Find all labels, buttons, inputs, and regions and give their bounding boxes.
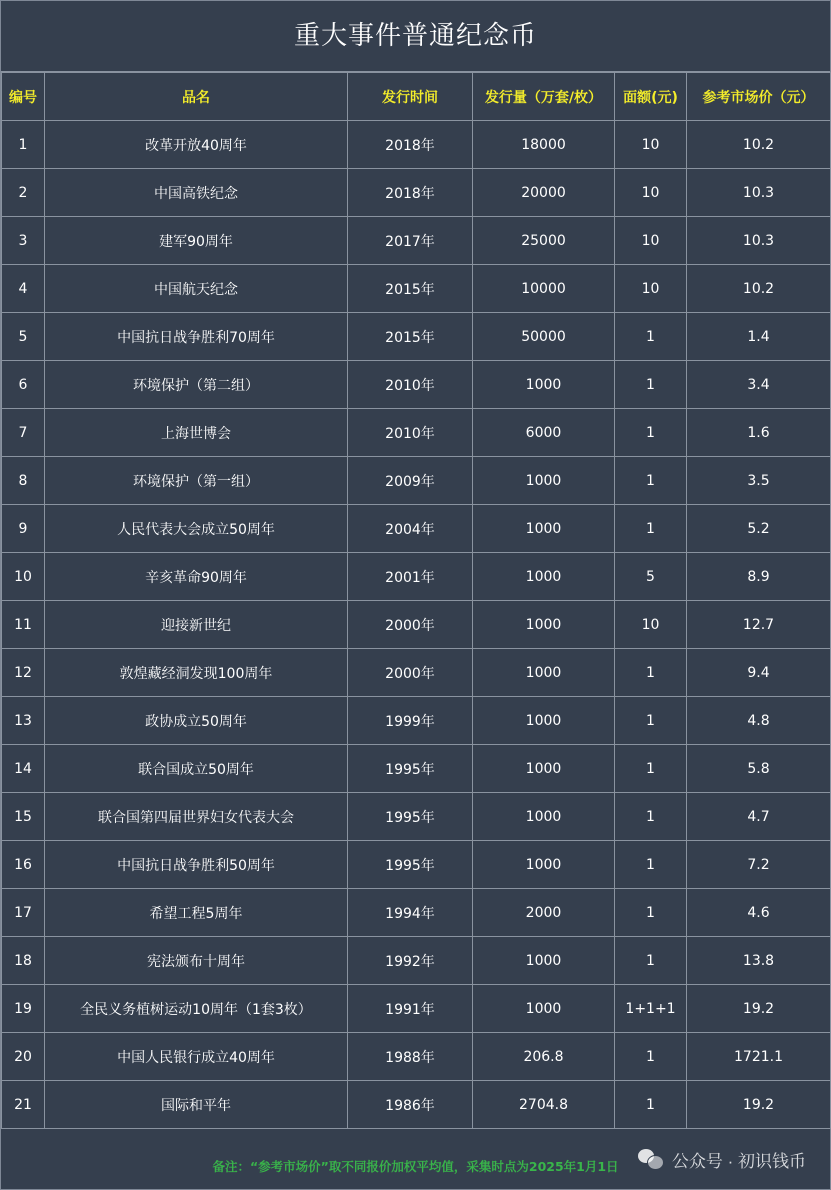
cell-market-price: 4.8	[687, 697, 831, 745]
cell-name: 迎接新世纪	[45, 601, 348, 649]
table-row	[2, 409, 831, 457]
cell-market-price: 3.4	[687, 361, 831, 409]
cell-id: 20	[2, 1033, 45, 1081]
cell-mintage: 1000	[473, 697, 615, 745]
cell-id: 6	[2, 361, 45, 409]
cell-mintage: 1000	[473, 505, 615, 553]
cell-market-price: 12.7	[687, 601, 831, 649]
cell-id: 13	[2, 697, 45, 745]
cell-issue-date: 2000年	[348, 649, 473, 697]
col-header-issue-date: 发行时间	[348, 73, 473, 121]
cell-market-price: 3.5	[687, 457, 831, 505]
table-row	[2, 505, 831, 553]
table-row	[2, 217, 831, 265]
cell-market-price: 4.6	[687, 889, 831, 937]
watermark-text: 公众号 · 初识钱币	[671, 1151, 806, 1171]
cell-market-price: 10.2	[687, 265, 831, 313]
table-row	[2, 841, 831, 889]
cell-id: 7	[2, 409, 45, 457]
cell-mintage: 50000	[473, 313, 615, 361]
cell-id: 18	[2, 937, 45, 985]
cell-denomination: 1	[615, 793, 687, 841]
cell-market-price: 5.2	[687, 505, 831, 553]
cell-id: 14	[2, 745, 45, 793]
cell-id: 12	[2, 649, 45, 697]
cell-mintage: 25000	[473, 217, 615, 265]
cell-issue-date: 2015年	[348, 265, 473, 313]
table-row	[2, 601, 831, 649]
col-header-market-price: 参考市场价（元）	[687, 73, 831, 121]
cell-market-price: 1.6	[687, 409, 831, 457]
table-row	[2, 457, 831, 505]
cell-name: 宪法颁布十周年	[45, 937, 348, 985]
table-row	[2, 649, 831, 697]
cell-id: 3	[2, 217, 45, 265]
cell-mintage: 1000	[473, 841, 615, 889]
cell-market-price: 19.2	[687, 1081, 831, 1129]
cell-name: 敦煌藏经洞发现100周年	[45, 649, 348, 697]
cell-id: 10	[2, 553, 45, 601]
header-row	[2, 73, 831, 121]
cell-issue-date: 2018年	[348, 121, 473, 169]
cell-mintage: 1000	[473, 457, 615, 505]
wechat-icon	[638, 1148, 664, 1170]
cell-market-price: 9.4	[687, 649, 831, 697]
cell-mintage: 1000	[473, 649, 615, 697]
cell-denomination: 10	[615, 265, 687, 313]
cell-id: 11	[2, 601, 45, 649]
table-row	[2, 985, 831, 1033]
cell-mintage: 1000	[473, 601, 615, 649]
cell-issue-date: 1992年	[348, 937, 473, 985]
cell-id: 19	[2, 985, 45, 1033]
cell-market-price: 10.3	[687, 169, 831, 217]
cell-issue-date: 2004年	[348, 505, 473, 553]
cell-name: 中国人民银行成立40周年	[45, 1033, 348, 1081]
cell-name: 联合国第四届世界妇女代表大会	[45, 793, 348, 841]
cell-market-price: 10.3	[687, 217, 831, 265]
cell-mintage: 1000	[473, 553, 615, 601]
cell-denomination: 1	[615, 457, 687, 505]
cell-name: 环境保护（第一组）	[45, 457, 348, 505]
cell-id: 5	[2, 313, 45, 361]
table-row	[2, 793, 831, 841]
cell-name: 政协成立50周年	[45, 697, 348, 745]
cell-name: 中国抗日战争胜利70周年	[45, 313, 348, 361]
cell-denomination: 1	[615, 745, 687, 793]
cell-id: 1	[2, 121, 45, 169]
cell-denomination: 1	[615, 649, 687, 697]
cell-issue-date: 1988年	[348, 1033, 473, 1081]
cell-name: 中国航天纪念	[45, 265, 348, 313]
cell-issue-date: 2018年	[348, 169, 473, 217]
cell-name: 辛亥革命90周年	[45, 553, 348, 601]
cell-name: 人民代表大会成立50周年	[45, 505, 348, 553]
col-header-mintage: 发行量（万套/枚）	[473, 73, 615, 121]
cell-id: 4	[2, 265, 45, 313]
cell-denomination: 10	[615, 121, 687, 169]
cell-name: 中国抗日战争胜利50周年	[45, 841, 348, 889]
cell-market-price: 1.4	[687, 313, 831, 361]
col-header-denomination: 面额(元)	[615, 73, 687, 121]
cell-mintage: 6000	[473, 409, 615, 457]
cell-mintage: 2000	[473, 889, 615, 937]
cell-issue-date: 2010年	[348, 361, 473, 409]
cell-issue-date: 2010年	[348, 409, 473, 457]
cell-issue-date: 1991年	[348, 985, 473, 1033]
cell-name: 上海世博会	[45, 409, 348, 457]
cell-denomination: 1	[615, 313, 687, 361]
table-body	[2, 121, 831, 1129]
coin-table	[1, 72, 831, 1129]
table-row	[2, 169, 831, 217]
cell-denomination: 10	[615, 601, 687, 649]
cell-name: 建军90周年	[45, 217, 348, 265]
table-row	[2, 553, 831, 601]
cell-mintage: 10000	[473, 265, 615, 313]
table-row	[2, 697, 831, 745]
cell-issue-date: 2009年	[348, 457, 473, 505]
cell-name: 希望工程5周年	[45, 889, 348, 937]
cell-id: 21	[2, 1081, 45, 1129]
cell-id: 17	[2, 889, 45, 937]
cell-denomination: 1	[615, 937, 687, 985]
cell-denomination: 1	[615, 841, 687, 889]
cell-issue-date: 2000年	[348, 601, 473, 649]
cell-denomination: 1	[615, 1081, 687, 1129]
cell-mintage: 1000	[473, 793, 615, 841]
table-row	[2, 313, 831, 361]
cell-mintage: 206.8	[473, 1033, 615, 1081]
cell-denomination: 10	[615, 217, 687, 265]
col-header-id: 编号	[2, 73, 45, 121]
cell-market-price: 4.7	[687, 793, 831, 841]
cell-id: 9	[2, 505, 45, 553]
cell-denomination: 1	[615, 697, 687, 745]
cell-issue-date: 1995年	[348, 841, 473, 889]
cell-mintage: 1000	[473, 745, 615, 793]
cell-market-price: 19.2	[687, 985, 831, 1033]
col-header-name: 品名	[45, 73, 348, 121]
cell-market-price: 13.8	[687, 937, 831, 985]
cell-market-price: 7.2	[687, 841, 831, 889]
table-row	[2, 937, 831, 985]
cell-denomination: 1	[615, 505, 687, 553]
cell-issue-date: 1995年	[348, 793, 473, 841]
cell-name: 环境保护（第二组）	[45, 361, 348, 409]
table-row	[2, 889, 831, 937]
cell-market-price: 1721.1	[687, 1033, 831, 1081]
cell-issue-date: 2015年	[348, 313, 473, 361]
cell-issue-date: 1986年	[348, 1081, 473, 1129]
cell-name: 改革开放40周年	[45, 121, 348, 169]
cell-market-price: 10.2	[687, 121, 831, 169]
cell-mintage: 2704.8	[473, 1081, 615, 1129]
cell-issue-date: 1999年	[348, 697, 473, 745]
cell-denomination: 1	[615, 409, 687, 457]
cell-denomination: 1	[615, 889, 687, 937]
sheet-title: 重大事件普通纪念币	[1, 1, 830, 72]
cell-name: 联合国成立50周年	[45, 745, 348, 793]
cell-name: 中国高铁纪念	[45, 169, 348, 217]
table-row	[2, 1033, 831, 1081]
cell-id: 16	[2, 841, 45, 889]
cell-id: 2	[2, 169, 45, 217]
cell-market-price: 5.8	[687, 745, 831, 793]
cell-name: 全民义务植树运动10周年（1套3枚）	[45, 985, 348, 1033]
watermark	[638, 1144, 806, 1174]
cell-id: 8	[2, 457, 45, 505]
cell-denomination: 1	[615, 361, 687, 409]
cell-mintage: 1000	[473, 985, 615, 1033]
cell-mintage: 20000	[473, 169, 615, 217]
footer-note: 备注：“参考市场价”取不同报价加权平均值，采集时点为2025年1月1日	[212, 1159, 619, 1174]
cell-mintage: 18000	[473, 121, 615, 169]
cell-denomination: 10	[615, 169, 687, 217]
cell-market-price: 8.9	[687, 553, 831, 601]
table-row	[2, 265, 831, 313]
cell-denomination: 1+1+1	[615, 985, 687, 1033]
table-row	[2, 745, 831, 793]
cell-denomination: 1	[615, 1033, 687, 1081]
cell-id: 15	[2, 793, 45, 841]
cell-name: 国际和平年	[45, 1081, 348, 1129]
table-row	[2, 361, 831, 409]
cell-issue-date: 1995年	[348, 745, 473, 793]
cell-issue-date: 2017年	[348, 217, 473, 265]
table-row	[2, 1081, 831, 1129]
table-row	[2, 121, 831, 169]
cell-mintage: 1000	[473, 937, 615, 985]
cell-denomination: 5	[615, 553, 687, 601]
cell-issue-date: 1994年	[348, 889, 473, 937]
cell-issue-date: 2001年	[348, 553, 473, 601]
cell-mintage: 1000	[473, 361, 615, 409]
